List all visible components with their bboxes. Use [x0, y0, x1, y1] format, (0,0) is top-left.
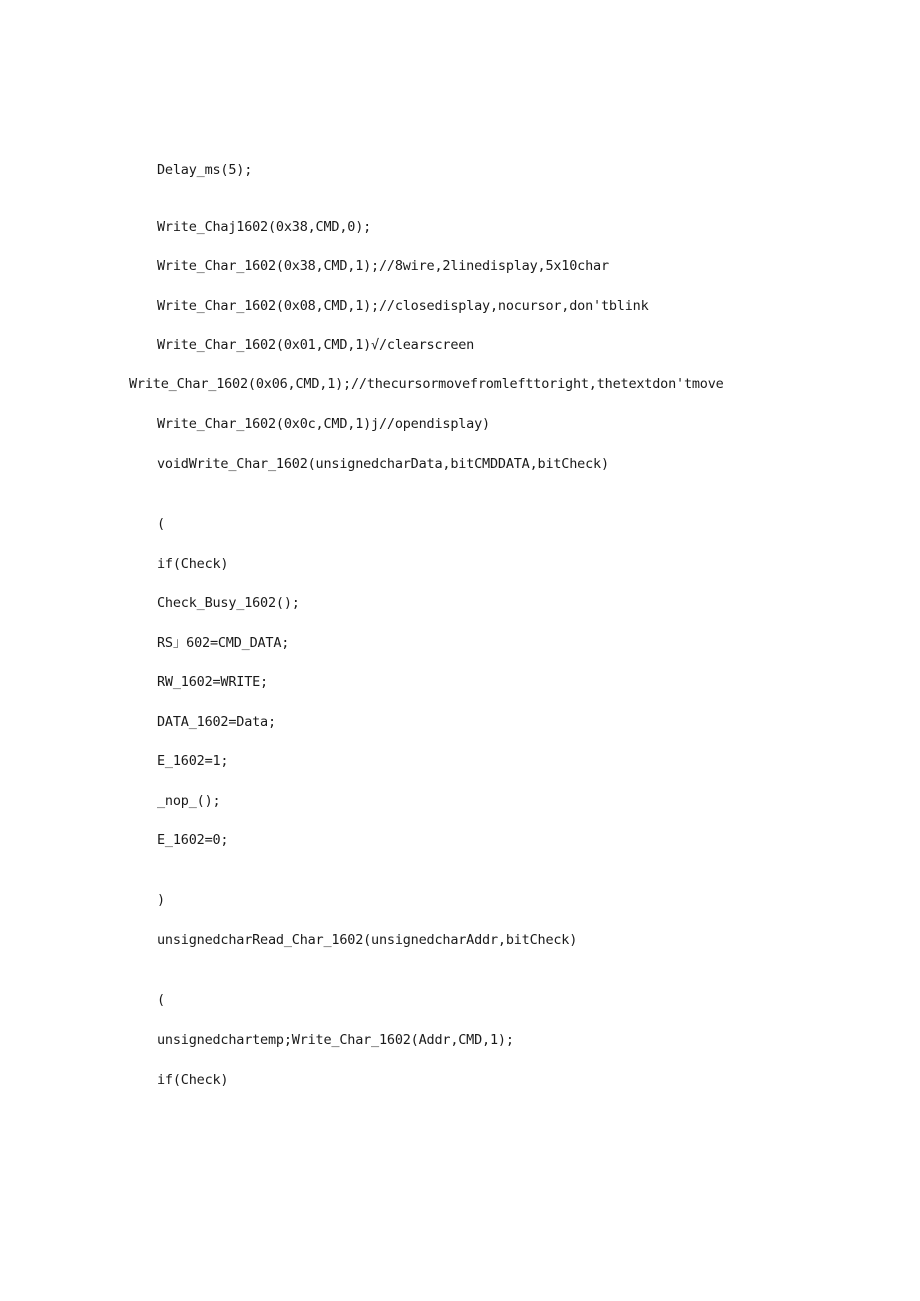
- code-line-close-display: Write_Char_1602(0x08,CMD,1);//closedisplay,nocursor,don'tblink: [157, 298, 649, 314]
- code-line-e-high: E_1602=1;: [157, 753, 229, 769]
- code-line-nop: _nop_();: [157, 793, 221, 809]
- code-line-check-busy: Check_Busy_1602();: [157, 595, 300, 611]
- code-line-8wire: Write_Char_1602(0x38,CMD,1);//8wire,2linedisplay,5x10char: [157, 258, 609, 274]
- code-line-if-check: if(Check): [157, 556, 229, 572]
- code-line-write-func-signature: voidWrite_Char_1602(unsignedcharData,bitCMDDATA,bitCheck): [157, 456, 609, 472]
- code-line-rw: RW_1602=WRITE;: [157, 674, 268, 690]
- code-line-if-check-2: if(Check): [157, 1072, 229, 1088]
- code-line-data: DATA_1602=Data;: [157, 714, 276, 730]
- code-line-open-display: Write_Char_1602(0x0c,CMD,1)j//opendisplay): [157, 416, 490, 432]
- code-line-e-low: E_1602=0;: [157, 832, 229, 848]
- code-line-open-brace-2: (: [157, 992, 165, 1008]
- code-line-rs: RS」602=CMD_DATA;: [157, 635, 290, 651]
- code-line-write-chaj: Write_Chaj1602(0x38,CMD,0);: [157, 219, 372, 235]
- code-line-delay: Delay_ms(5);: [157, 162, 253, 178]
- code-line-clear-screen: Write_Char_1602(0x01,CMD,1)√/clearscreen: [157, 337, 475, 353]
- code-line-temp-write: unsignedchartemp;Write_Char_1602(Addr,CMD,1);: [157, 1032, 514, 1048]
- code-line-read-func-signature: unsignedcharRead_Char_1602(unsignedcharAddr,bitCheck): [157, 932, 578, 948]
- code-line-close-brace: ): [157, 892, 165, 908]
- code-line-open-brace: (: [157, 516, 165, 532]
- code-line-cursor-move: Write_Char_1602(0x06,CMD,1);//thecursormovefromlefttoright,thetextdon'tmove: [129, 376, 724, 392]
